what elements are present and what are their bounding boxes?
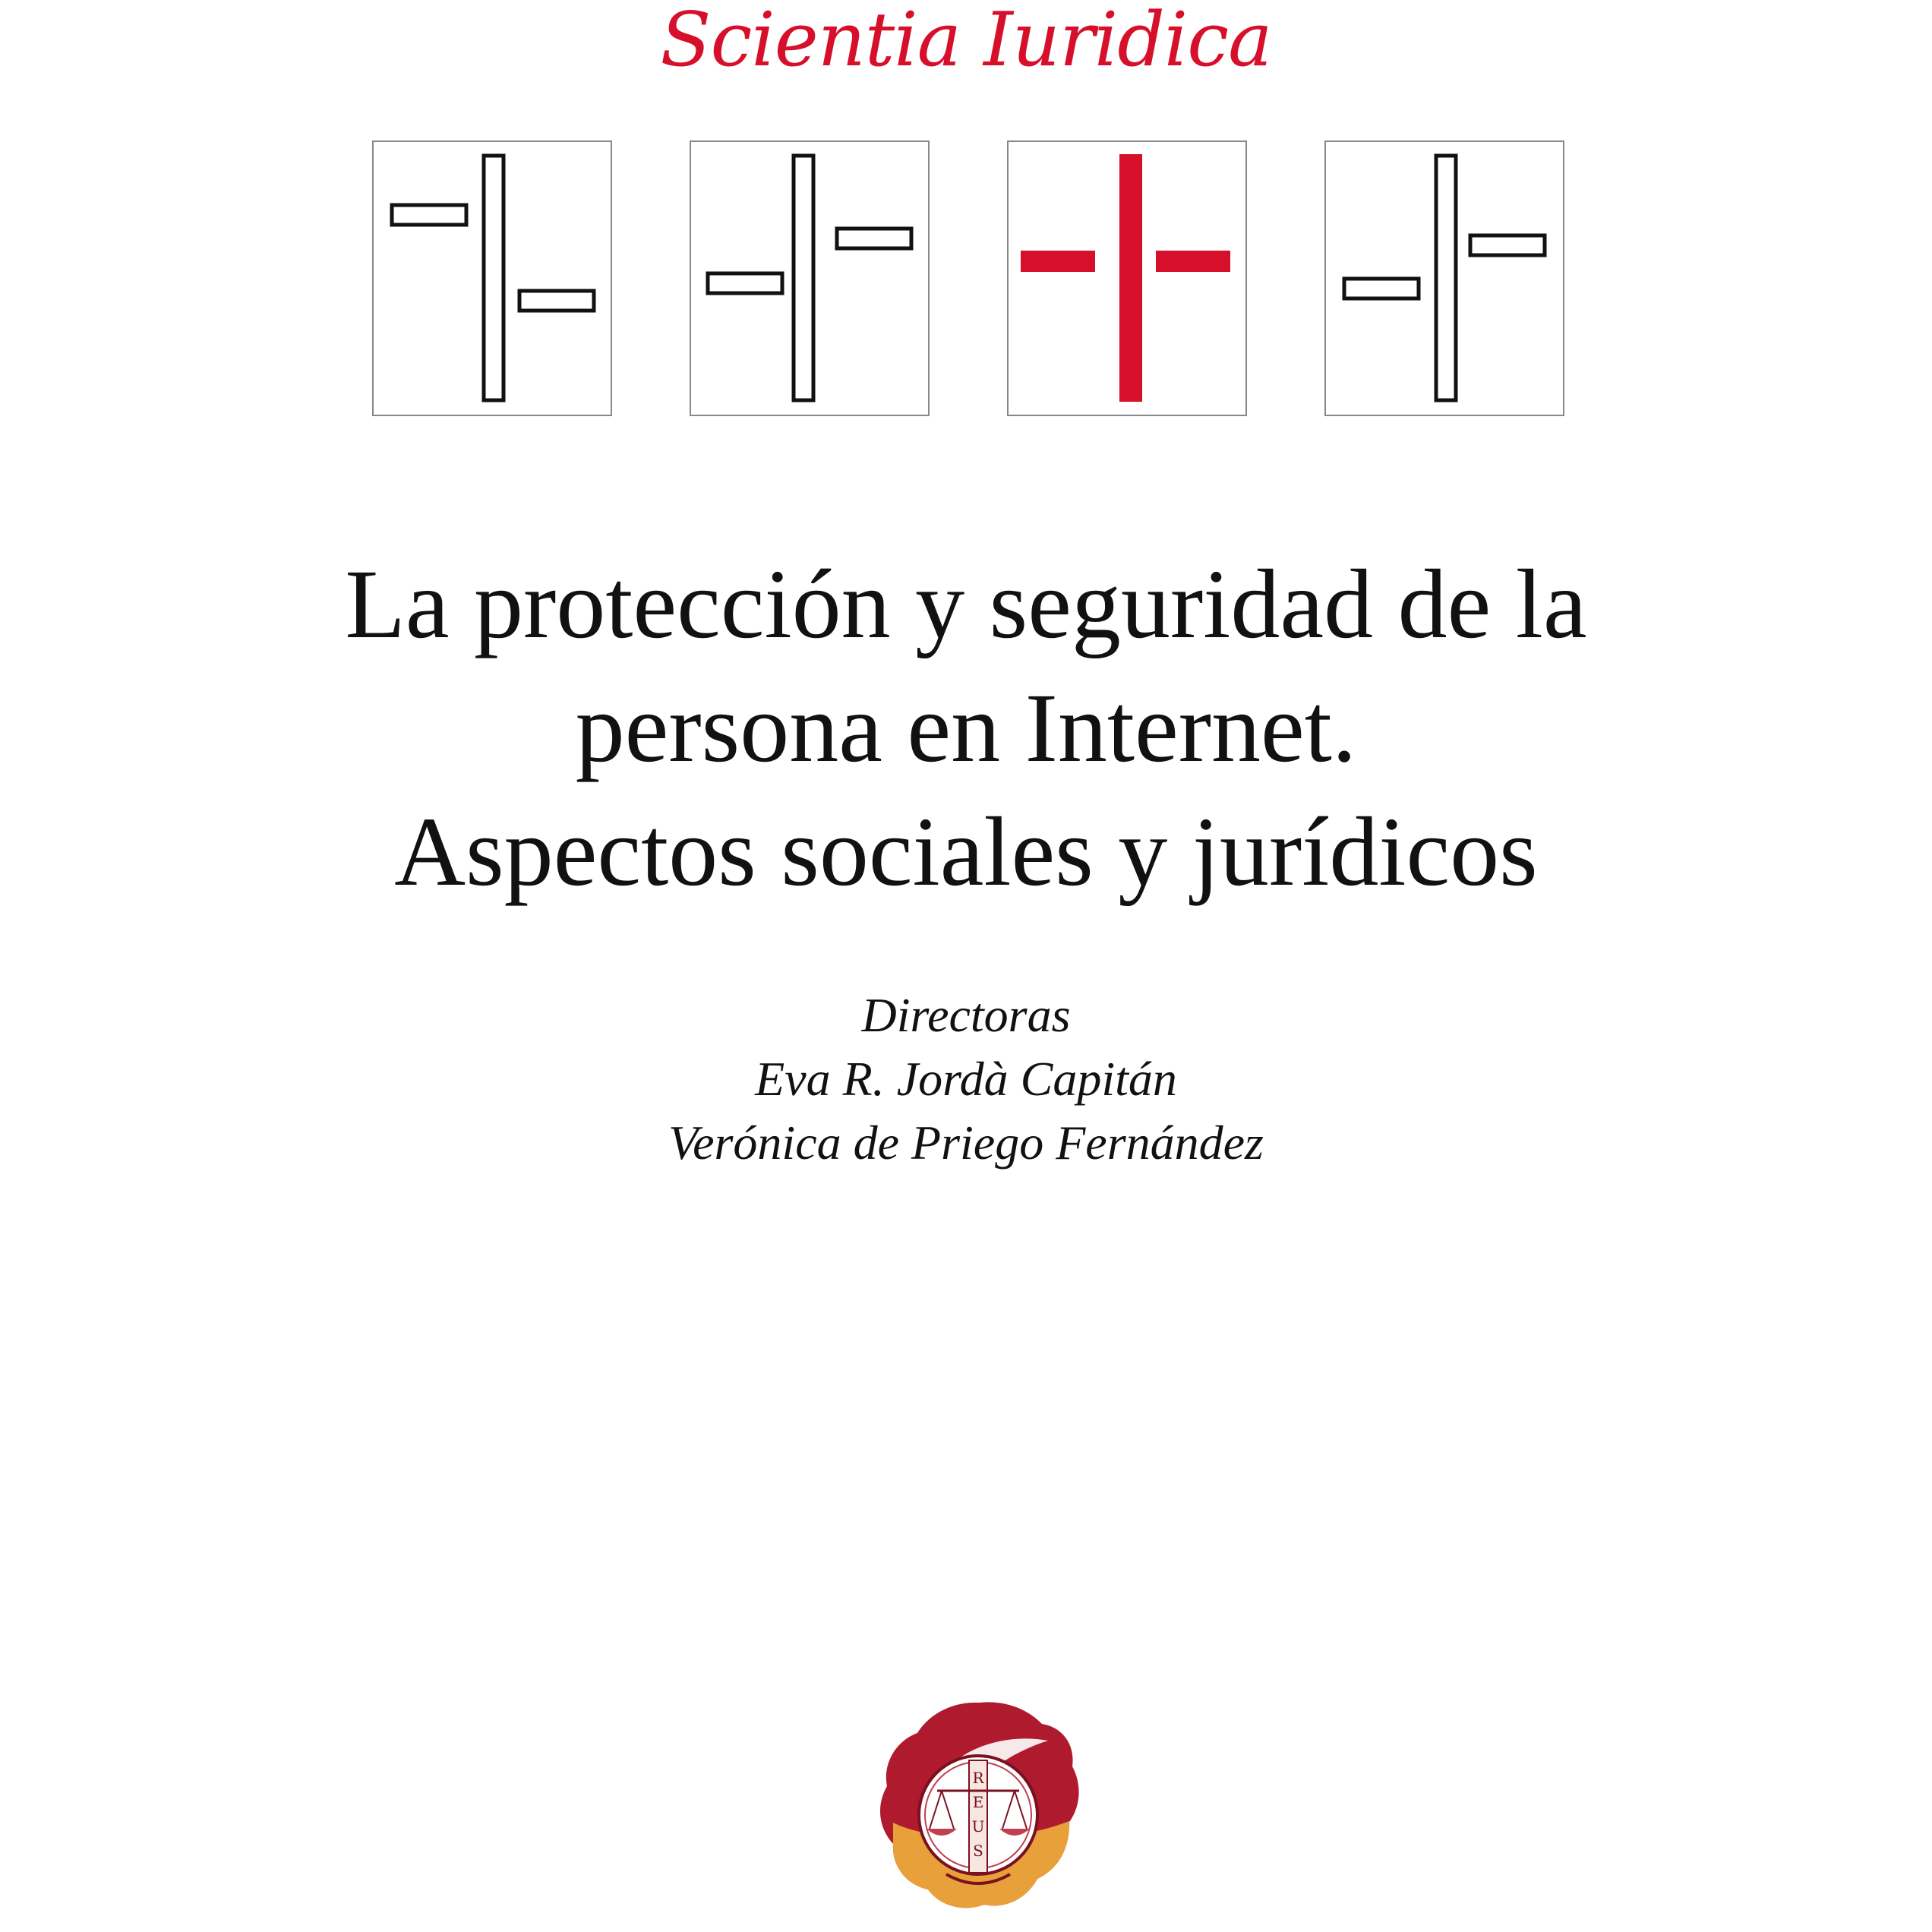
emblem-4-icon xyxy=(1324,140,1564,416)
publisher-logo xyxy=(866,1694,1086,1914)
emblem-3-red-icon xyxy=(1007,140,1247,416)
title-line-3: Aspectos sociales y jurídicos xyxy=(394,797,1538,907)
directors-block xyxy=(0,983,1932,1175)
svg-text:R: R xyxy=(972,1769,984,1787)
svg-text:E: E xyxy=(972,1793,984,1811)
scales-of-justice-icon xyxy=(866,1694,1086,1914)
emblem-2-icon xyxy=(690,140,930,416)
directors-heading: Directoras xyxy=(861,988,1071,1042)
series-title: Scientia Iuridica xyxy=(660,0,1272,84)
title-line-2: persona en Internet. xyxy=(575,674,1357,783)
title-line-1: La protección y seguridad de la xyxy=(345,550,1587,659)
emblem-1-icon xyxy=(372,140,612,416)
director-name-1: Eva R. Jordà Capitán xyxy=(755,1052,1177,1106)
svg-text:S: S xyxy=(973,1842,983,1860)
svg-text:U: U xyxy=(971,1817,985,1836)
series-emblems xyxy=(372,140,1564,416)
director-name-2: Verónica de Priego Fernández xyxy=(668,1116,1264,1170)
book-title xyxy=(0,543,1932,914)
